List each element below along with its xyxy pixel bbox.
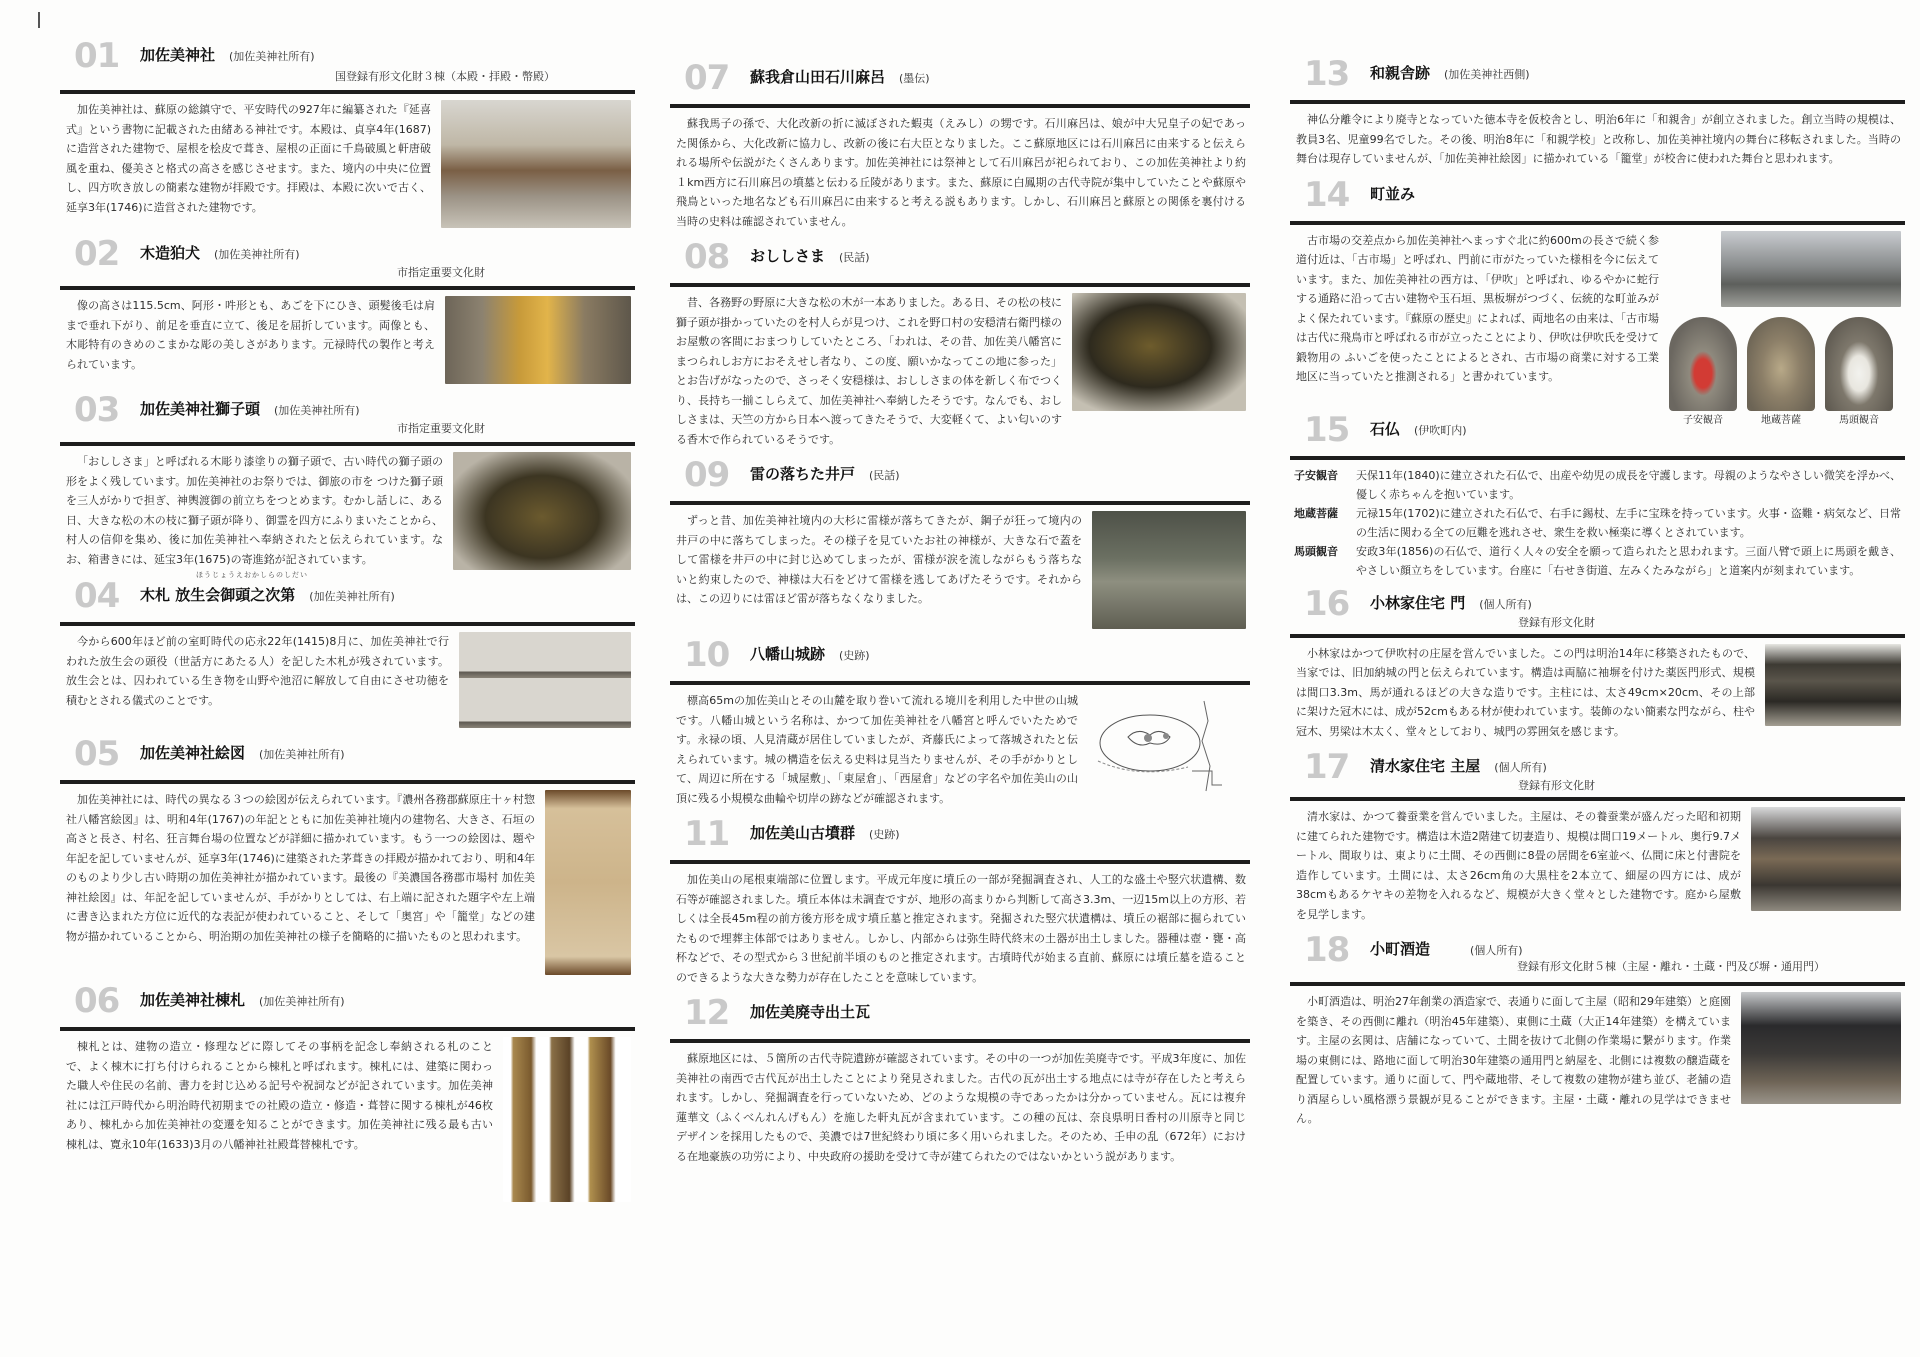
title-text: 小林家住宅 門 xyxy=(1370,593,1466,612)
section-08 xyxy=(670,237,1250,459)
owner-label: (加佐美神社所有) xyxy=(214,248,300,261)
section-18 xyxy=(1290,930,1905,1139)
owner-label: (加佐美神社所有) xyxy=(259,748,345,761)
owner-label: (加佐美神社西側) xyxy=(1444,68,1530,81)
wooden-tablet-photo xyxy=(459,632,631,728)
section-title xyxy=(140,742,345,763)
title-text: 八幡山城跡 xyxy=(750,645,826,663)
munafuda-photo xyxy=(503,1037,631,1202)
section-number: 03 xyxy=(74,390,120,430)
section-04 xyxy=(60,571,635,738)
buddha-name: 地蔵菩薩 xyxy=(1294,506,1338,520)
kobayashi-gate-photo xyxy=(1765,644,1901,726)
section-header xyxy=(60,734,635,774)
owner-label: (民話) xyxy=(839,251,870,264)
section-header xyxy=(670,58,1250,98)
section-text: 像の高さは115.5cm、阿形・吽形とも、あごを下にひき、頭髪後毛は肩まで垂れ下がり、前足を垂直に立て、後足を屈折しています。両像とも、木彫特有のきめのこまかな彫の美しさがあります。元禄時代の製作と考えられています。 xyxy=(66,299,435,371)
owner-label: (個人所有) xyxy=(1479,597,1532,611)
section-text: 加佐美神社には、時代の異なる３つの絵図が伝えられています。『濃州各務郡蘇原庄十ヶ村惣社八幡宮絵図』は、明和4年(1767)の年記とともに加佐美神社境内の建物名、大きさ、石垣の高さと長さ、村名、狂言舞台場の位置などが詳細に描かれています。もう一つの絵図は、題や年記を記していませんが、延享3年(1746)に建築された茅葺きの拝殿が描かれており、明和4年のものより少し古い時期の加佐美神社が描かれています。最後の『美濃国各務郡市場村 加佐美神社絵図』は、年記を記していませんが、手がかりとしては、右上端に記された題字や左上端に書き込まれた方位に近代的な表記が使われていること、そして「奥宮」や「籠堂」などの建物が描かれていることから、明治期の加佐美神社の様子を簡略的に描いたものと思われます。 xyxy=(66,793,535,943)
oshishisama-photo xyxy=(1072,293,1246,411)
title-text: 加佐美神社獅子頭 xyxy=(140,400,261,418)
owner-label: (墨伝) xyxy=(899,72,930,85)
section-header xyxy=(1290,54,1905,94)
section-title xyxy=(140,398,360,419)
owner-label: (加佐美神社所有) xyxy=(309,590,395,603)
section-header xyxy=(670,635,1250,675)
buddha-text: 安政3年(1856)の石仏で、道行く人々の安全を願って造られたと思われます。三面八臂で頭上に馬頭を戴き、やさしい顔立ちをしています。台座に「右せき街道、左みくたみながら」と道案内が刻まれています。 xyxy=(1356,544,1901,577)
thumb-caption: 地蔵菩薩 xyxy=(1761,414,1801,426)
section-header xyxy=(60,36,635,83)
title-text: 蘇我倉山田石川麻呂 xyxy=(750,68,886,86)
section-11 xyxy=(670,814,1250,997)
section-number: 14 xyxy=(1304,174,1350,215)
section-text: 今から600年ほど前の室町時代の応永22年(1415)8月に、加佐美神社で行われた放生会の頭役（世話方にあたる人）を記した木札が残されています。放生会とは、囚われている生き物を山野や池沼に解放して自由にさせ功徳を積むとされる儀式のことです。 xyxy=(66,635,449,707)
section-03 xyxy=(60,390,635,580)
title-text: 雷の落ちた井戸 xyxy=(750,465,856,483)
column-left xyxy=(60,36,635,1212)
shrine-map-scroll-photo xyxy=(545,790,631,975)
komainu-photo xyxy=(445,296,631,384)
ruby-reading: ほうじょうえおかしらのしだい xyxy=(196,571,308,579)
owner-label: (加佐美神社所有) xyxy=(229,50,315,63)
section-number: 16 xyxy=(1304,583,1350,624)
townscape-photo xyxy=(1721,231,1901,307)
buddha-row xyxy=(1290,466,1905,504)
title-text: 石仏 xyxy=(1370,419,1401,438)
title-text: 小町酒造 xyxy=(1370,940,1431,958)
owner-label: (加佐美神社所有) xyxy=(274,404,360,417)
owner-label: (伊吹町内) xyxy=(1414,423,1467,437)
section-title xyxy=(750,66,930,87)
owner-label: (個人所有) xyxy=(1470,944,1523,957)
owner-label: (史跡) xyxy=(839,649,870,662)
section-header xyxy=(1290,583,1905,629)
section-text: 標高65mの加佐美山とその山麓を取り巻いて流れる境川を利用した中世の山城です。八幡山城という名称は、かつて加佐美神社を八幡宮と呼んでいたためです。永禄の頃、人見清蔵が居住していましたが、斉藤氏によって落城されたと伝えられています。城の構造を伝える史料は見当たりませんが、その手がかりとして、周辺に所在する「城屋敷」、「東屋倉」、「西屋倉」などの字名や加佐美山の山頂に残る小規模な曲輪や切岸の跡などが確認されます。 xyxy=(676,694,1078,805)
lion-head-photo xyxy=(453,452,631,570)
section-text: 加佐美神社は、蘇原の総鎮守で、平安時代の927年に編纂された『延喜式』という書物に記載された由緒ある神社です。本殿は、貞享4年(1687)に造営された建物で、屋根を桧皮で葺き、屋根の正面に千鳥破風と軒唐破風を重ね、優美さと格式の高さを感じさせます。また、境内の中央に位置し、四方吹き放しの簡素な建物が拝殿です。拝殿は、本殿に次いで古く、延享3年(1746)に造営された建物です。 xyxy=(66,103,431,214)
section-number: 17 xyxy=(1304,747,1350,787)
buddha-name: 馬頭観音 xyxy=(1294,544,1338,558)
buddha-row xyxy=(1290,504,1905,542)
buddha-text: 元禄15年(1702)に建立された石仏で、右手に錫杖、左手に宝珠を持っています。火事・盗難・病気など、日常の生活に関わる全ての厄難を逃れさせ、衆生を救い極楽に導くとされています。 xyxy=(1356,506,1901,539)
shrine-photo xyxy=(441,100,631,228)
buddha-list xyxy=(1290,460,1905,588)
section-number: 04 xyxy=(74,576,120,616)
jizo-bosatsu-photo xyxy=(1747,317,1815,411)
bato-kannon-photo xyxy=(1825,317,1893,411)
section-text: 清水家は、かつて養蚕業を営んでいました。主屋は、その養蚕業が盛んだった昭和初期に建てられた建物です。構造は木造2階建て切妻造り、規模は間口19メートル、奥行9.7メートル、間取りは、東よりに土間、その西側に8畳の居間を6室並べ、仏間に床と付書院を造作しています。土間には、太さ26cm角の大黒柱を2本立て、細屋の四方には、成が38cmもあるケヤキの差物を入れるなど、規模が大きく堂々とした建物です。庭から屋敷を見学します。 xyxy=(1296,810,1741,921)
section-header xyxy=(1290,930,1905,973)
column-middle xyxy=(670,58,1250,1176)
corner-mark xyxy=(38,12,40,28)
section-title xyxy=(140,242,300,263)
section-header xyxy=(1290,747,1905,792)
section-06 xyxy=(60,981,635,1212)
section-16 xyxy=(1290,583,1905,752)
section-number: 18 xyxy=(1304,930,1350,970)
thumb-bato xyxy=(1825,317,1893,426)
section-text: 「おししさま」と呼ばれる木彫り漆塗りの獅子頭で、古い時代の獅子頭の形をよく残しています。加佐美神社のお祭りでは、御旅の市を つけた獅子頭を三人がかりで担ぎ、神輿渡御の前立ちをつとめます。むかし話しに、ある日、大きな松の木の枝に獅子頭が降り、御霊を四方にふりまいたことから、村人の信仰を集め、後に加佐美神社へ奉納されたと伝えられています。なお、箱書きには、延宝3年(1675)の寄進銘が記されています。 xyxy=(66,455,443,566)
section-number: 10 xyxy=(684,635,730,675)
buddha-name: 子安観音 xyxy=(1294,468,1338,482)
section-title xyxy=(750,822,900,843)
section-title xyxy=(1370,755,1547,776)
section-number: 12 xyxy=(684,993,730,1033)
section-title xyxy=(1370,592,1532,613)
section-header xyxy=(60,234,635,279)
designation-label: 国登録有形文化財３棟（本殿・拝殿・幣殿） xyxy=(335,70,555,83)
section-title xyxy=(1370,62,1530,83)
section-05 xyxy=(60,734,635,985)
section-02 xyxy=(60,234,635,394)
owner-label: (加佐美神社所有) xyxy=(259,995,345,1008)
title-text: 加佐美神社 xyxy=(140,46,216,64)
section-title xyxy=(140,989,345,1010)
buddha-row xyxy=(1290,542,1905,580)
title-text: おししさま xyxy=(750,247,826,265)
section-text: 棟札とは、建物の造立・修理などに際してその事柄を記念し奉納される札のことで、よく棟木に打ち付けられることから棟札と呼ばれます。棟札には、建築に関わった職人や住民の名前、書力を封じ込める記号や祝詞などが記されています。加佐美神社には江戸時代から明治時代初期までの社殿の造立・修造・葺替に関する棟札が46枚あり、棟札から加佐美神社の変遷を知ることができます。加佐美神社に残る最も古い棟札は、寛永10年(1633)3月の八幡神社社殿葺替棟札です。 xyxy=(66,1040,493,1151)
section-title: 加佐美廃寺出土瓦 xyxy=(750,1003,871,1021)
section-10 xyxy=(670,635,1250,818)
title-text: 清水家住宅 主屋 xyxy=(1370,757,1481,775)
section-12 xyxy=(670,993,1250,1176)
title-text: 木造狛犬 xyxy=(140,244,201,262)
section-title xyxy=(750,463,900,484)
section-header xyxy=(670,814,1250,854)
thumb-caption: 馬頭観音 xyxy=(1839,414,1879,426)
section-header xyxy=(1290,409,1660,450)
section-number: 13 xyxy=(1304,54,1350,94)
koyasu-kannon-photo xyxy=(1669,317,1737,411)
designation-label: 登録有形文化財 xyxy=(1518,615,1595,629)
section-01 xyxy=(60,36,635,238)
section-header xyxy=(60,390,635,435)
section-13 xyxy=(1290,54,1905,179)
section-number: 06 xyxy=(74,981,120,1021)
section-title xyxy=(1370,938,1523,959)
thumb-jizo xyxy=(1747,317,1815,426)
designation-label: 登録有形文化財 xyxy=(1518,779,1595,792)
section-09 xyxy=(670,455,1250,639)
section-title xyxy=(140,584,395,605)
section-number: 15 xyxy=(1304,409,1350,450)
section-number: 08 xyxy=(684,237,730,277)
section-text: 蘇我馬子の孫で、大化改新の折に滅ぼされた蝦夷（えみし）の甥です。石川麻呂は、娘が中大兄皇子の妃であった関係から、大化改新に協力し、改新の後に右大臣となりました。ここ蘇原地区には石川麻呂に由来すると伝えられる場所や伝説がたくさんあります。加佐美神社には祭神として石川麻呂が祀られており、この加佐美神社より約１km西方に石川麻呂の墳墓と伝わる丘陵があります。また、蘇原に白鳳期の古代寺院が集中していたことや蘇原や飛鳥といった地名なども石川麻呂に由来すると考える説もあります。しかし、石川麻呂と蘇原との関係を裏付ける当時の史料は確認されていません。 xyxy=(676,117,1246,228)
thumb-koyasu xyxy=(1669,317,1737,426)
title-text: 加佐美山古墳群 xyxy=(750,824,856,842)
section-title: 町並み xyxy=(1370,184,1416,203)
section-header xyxy=(670,455,1250,495)
section-text: 昔、各務野の野原に大きな松の木が一本ありました。ある日、その松の枝に獅子頭が掛かっていたのを村人らが見つけ、これを野口村の安穏清右衛門様のお屋敷の客間におまつりしていたところ、「われは、その昔、加佐美八幡宮にまつられしお方におそえせし者なり、この度、願いかなってこの地に参った」とお告げがなったので、さっそく安穏様は、おししさまの体を新しく布でつくり、長持ち一揃こしらえて、加佐美神社へ奉納したそうです。なんでも、おししさまは、天竺の方から日本へ渡ってきたそうで、大変軽くて、よい匂いのする香木で作られているそうです。 xyxy=(676,296,1062,446)
section-text: ずっと昔、加佐美神社境内の大杉に雷様が落ちてきたが、鋼子が狂って境内の井戸の中に落ちてしまった。その様子を見ていたお社の神様が、大きな石で蓋をして雷様を井戸の中に封じ込めてしまったが、雷様が涙を流しながらもう落ちないと約束したので、神様は大石をどけて雷様を逃してあげたそうです。それからは、この辺りには雷ほど雷が落ちなくなりました。 xyxy=(676,514,1082,605)
title-text: 加佐美神社棟札 xyxy=(140,991,246,1009)
section-title xyxy=(140,44,315,65)
section-17 xyxy=(1290,747,1905,934)
section-text: 小町酒造は、明治27年創業の酒造家で、表通りに面して主屋（昭和29年建築）と庭園を築き、その西側に離れ（明治45年建築）、東側に土蔵（大正14年建築）を構えています。主屋の玄関は、店舗になっていて、土間を抜けて北側の作業場に繋がります。作業場の東側には、路地に面して明治30年建築の通用門と納屋を、北側には複数の醸造蔵を配置しています。通りに面して、門や蔵地帯、そして複数の建物が建ち並び、老舗の造り酒屋らしい風格漂う景観が見ることができます。主屋・土蔵・離れの見学はできません。 xyxy=(1296,995,1731,1125)
section-text: 蘇原地区には、５箇所の古代寺院遺跡が確認されています。その中の一つが加佐美廃寺です。平成3年度に、加佐美神社の南西で古代瓦が出土したことにより発見されました。古代の瓦が出土する地点には寺が存在したと考えられます。しかし、発掘調査を行っていないため、どのような規模の寺であったかは分かっていません。瓦には複弁蓮華文（ふくべんれんげもん）を施した軒丸瓦が含まれています。この種の瓦は、奈良県明日香村の川原寺と同じデザインを採用したもので、美濃では7世紀終わり頃に多く用いられました。そのため、壬申の乱（672年）における在地豪族の功労により、中央政府の援助を受けて寺が建てられたのではないかという説があります。 xyxy=(676,1052,1246,1163)
designation-label: 登録有形文化財５棟（主屋・離れ・土蔵・門及び塀・通用門） xyxy=(1517,960,1825,973)
owner-label: (個人所有) xyxy=(1494,761,1547,774)
title-text: 和親舎跡 xyxy=(1370,64,1431,82)
section-number: 05 xyxy=(74,734,120,774)
title-text: 木札 放生会御頭之次第 xyxy=(140,586,296,604)
section-number: 11 xyxy=(684,814,730,854)
section-header xyxy=(670,237,1250,277)
section-14 xyxy=(1290,174,1905,428)
section-header xyxy=(60,981,635,1021)
section-07 xyxy=(670,58,1250,241)
section-title xyxy=(750,245,870,266)
thumb-caption: 子安観音 xyxy=(1683,414,1723,426)
designation-label: 市指定重要文化財 xyxy=(397,266,485,279)
shimizu-house-photo xyxy=(1751,807,1901,911)
title-text: 加佐美神社絵図 xyxy=(140,744,246,762)
owner-label: (史跡) xyxy=(869,828,900,841)
buddha-text: 天保11年(1840)に建立された石仏で、出産や幼児の成長を守護します。母親のようなやさしい微笑を浮かべ、優しく赤ちゃんを抱いています。 xyxy=(1356,468,1901,501)
section-number: 02 xyxy=(74,234,120,274)
column-right xyxy=(1290,54,1905,1139)
section-header xyxy=(670,993,1250,1033)
section-title xyxy=(750,643,870,664)
section-text: 神仏分離令により廃寺となっていた徳本寺を仮校舎とし、明治6年に「和親舎」が創立されました。創立当時の規模は、教員3名、児童99名でした。その後、明治8年に「和親学校」と改称し、加佐美神社境内の舞台に移転されました。当時の舞台は現存していませんが、「加佐美神社絵図」に描かれている「籠堂」が校舎に使われた舞台と思われます。 xyxy=(1296,113,1901,165)
section-header xyxy=(1290,174,1905,215)
stone-buddha-thumbs xyxy=(1669,317,1901,426)
section-header xyxy=(60,571,635,616)
section-15 xyxy=(1290,409,1905,588)
section-title xyxy=(1370,418,1467,439)
section-number: 07 xyxy=(684,58,730,98)
castle-site-map xyxy=(1088,691,1246,801)
section-number: 09 xyxy=(684,455,730,495)
section-text: 古市場の交差点から加佐美神社へまっすぐ北に約600mの長さで続く参道付近は、「古市場」と呼ばれ、門前に市がたっていた様相を今に伝えています。また、加佐美神社の西方は、「伊吹」と呼ばれ、ゆるやかに蛇行する通路に沿って古い建物や玉石垣、黒板塀がつづく、伝統的な町並みがよく保たれています。『蘇原の歴史』によれば、両地名の由来は、「古市場は古代に飛鳥市と呼ばれる市が立ったことにより、伊吹は伊吹氏を受けて鍛物用の ふいごを使ったことによるとされ、古市場の商業に対する工業地区に当っていたと推測される」と書かれています。 xyxy=(1296,233,1659,383)
owner-label: (民話) xyxy=(869,469,900,482)
section-text: 小林家はかつて伊吹村の庄屋を営んでいました。この門は明治14年に移築されたもので、当家では、旧加納城の門と伝えられています。構造は両脇に袖塀を付けた薬医門形式、規模は間口3.3m、馬が通れるほどの大きな造りです。主柱には、太さ49cm×20cm、その上部に架けた冠木には、成が52cmもある材が使われています。装飾のない簡素な門ながら、柱や冠木、男梁は木太く、堂々としており、城門の雰囲気を感じます。 xyxy=(1296,646,1755,738)
section-number: 01 xyxy=(74,36,120,76)
section-text: 加佐美山の尾根東端部に位置します。平成元年度に墳丘の一部が発掘調査され、人工的な盛土や竪穴状遺構、数石等が確認されました。墳丘本体は未調査ですが、地形の高まりから判断して高さ3.3m、一辺15m以上の方形、若しくは全長45m程の前方後方形を成す墳丘墓と推定されます。発掘された竪穴状遺構は、墳丘の裾部に掘られていたもので埋葬主体部ではありません。しかし、内部からは弥生時代終末の土器が出土しました。器種は壺・甕・高杯などで、その型式から３世紀前半頃のものと推定されます。古墳時代が始まる直前、蘇原には墳丘墓を造ることのできるような大きな勢力が存在したことを意味しています。 xyxy=(676,873,1246,984)
komachi-brewery-photo xyxy=(1741,992,1901,1104)
well-photo xyxy=(1092,511,1246,629)
designation-label: 市指定重要文化財 xyxy=(397,422,485,435)
